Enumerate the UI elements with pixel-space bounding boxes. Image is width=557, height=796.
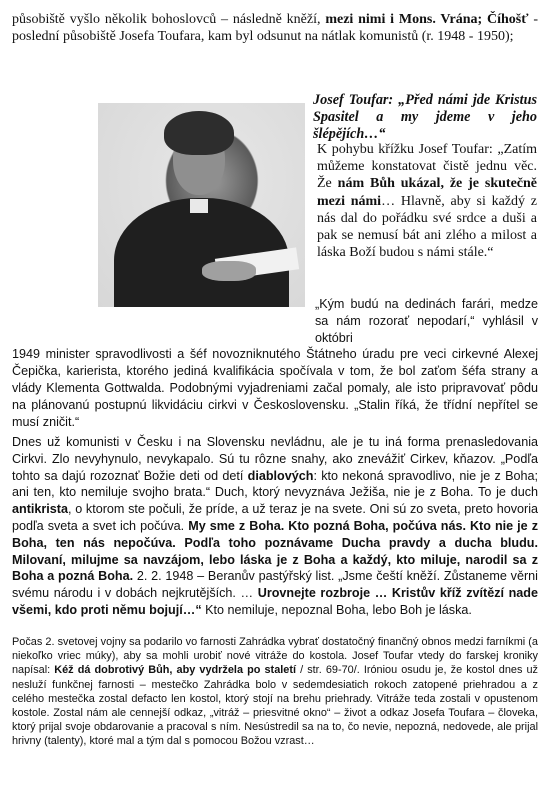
intro-bold-2: Číhošť: [486, 12, 529, 27]
footnote-text-1: Počas 2. svetovej vojny sa podarilo vo farnosti Zahrádka vybrať dostatočný finančný obnos medzi farníkmi (a niekoľko vriec múky), aby sa mohli urobiť nové vitráže do kostola. Josef Toufar vtedy do farskej kroniky napísal:: [12, 636, 538, 677]
sec2-text-4: 2. 2. 1948 – Beranův pastýřský list. „Jsme čeští kněží. Zůstaneme věrni svému národu i v dobách nejkrutějších. …: [12, 569, 538, 601]
sec2-bold-1: diablových: [247, 468, 314, 483]
quote-title: Josef Toufar: „Před námi jde Kristus Spasitel a my jdeme v jeho šlépějích…“: [313, 92, 537, 142]
section-cepicka: [12, 296, 538, 430]
intro-bold-1: mezi nimi i Mons. Vrána;: [325, 12, 483, 27]
footnote-bold-1: Kéž dá dobrotivý Bůh, aby vydržela po staletí: [54, 664, 296, 677]
sec2-text-1: Dnes už komunisti v Česku i na Slovensku nevládnu, ale je tu iná forma prenasledovania Cirkvi. Zlo nevyhynulo, nevykapalo. Sú tu rôzne snahy, ako znevážiť Cirkev, kňazov. „Podľa tohto sa dajú rozoznať Božie deti od detí: [12, 435, 538, 483]
quote-text-1: K pohybu křížku Josef Toufar: „Zatím můžeme konstatovat čistě jednu věc. Že: [317, 142, 537, 192]
sec2-text-2: : kto nekoná spravodlivo, nie je z Boha; ani ten, kto nemiluje svojho brata.“ Duch, ktorý nevyznáva Ježiša, nie je z Boha. To je duch: [12, 468, 538, 500]
intro-paragraph: [12, 11, 538, 45]
sec2-text-3: , o ktorom ste počuli, že príde, a už teraz je na svete. Oni sú zo sveta, preto hovoria podľa sveta a svet ich počúva.: [12, 502, 538, 533]
intro-text-1: působiště vyšlo několik bohoslovců – následně kněží,: [12, 12, 326, 27]
section-cepicka-first: „Kým budú na dedinách farári, medze sa nám rozorať nepodarí,“ vyhlásil v októbri: [315, 297, 538, 345]
quote-body: [313, 141, 537, 261]
sec2-bold-4: Urovnejte rozbroje … Kristův kříž zvítězí nade všemi, kdo proti němu bojují…“: [12, 586, 538, 617]
sec2-text-5: Kto nemiluje, nepoznal Boha, lebo Boh je láska.: [201, 602, 472, 617]
quote-text-2: … Hlavně, aby si každý z nás dal do pořádku své srdce a duši a pak se nemusí bát ani zlého a milost a láska Boží budou s námi stále.“: [317, 193, 537, 261]
section-persecution: [12, 434, 538, 619]
footnote-paragraph: [12, 635, 538, 749]
photo-hair: [164, 111, 234, 155]
quote-bold-1: nám Bůh ukázal, že je skutečně mezi námi: [317, 176, 538, 209]
section-cepicka-rest: 1949 minister spravodlivosti a šéf novozniknutého Štátneho úradu pre veci cirkevné Alexej Čepička, karierista, ktorého jediná kvalifikácia spočívala v tom, že bol zaťom šéfa strany a vlády Klementa Gottwalda. Podobnými vyjadreniami začal pomaly, ale isto pripravovať pôdu na plánovanú postupnú likvidáciu cirkvi v Československu. „Stalin říká, že třídní nepřítel se musí zničit.“: [12, 347, 538, 429]
intro-text-2: - poslední působiště Josefa Toufara, kam byl odsunut na nátlak komunistů (r. 1948 - 1950);: [12, 12, 538, 45]
sec2-bold-2: antikrista: [12, 502, 68, 517]
sec2-bold-3: My sme z Boha. Kto pozná Boha, počúva nás. Kto nie je z Boha, ten nás nepočúva. Podľa toho poznávame Ducha pravdy a ducha bludu. Milovaní, milujme sa navzájom, lebo láska je z Boha a každý, kto miluje, narodil sa z Boha a pozná Boha.: [12, 518, 538, 584]
portrait-photo: [98, 103, 305, 307]
photo-collar: [190, 199, 208, 213]
footnote-text-2: / str. 69-70/. Iróniou osudu je, že kostol dnes už nesluží funkčnej farnosti – mestečko Zahrádka bolo v sedemdesiatich rokoch zatopené priehradou a z celého mestečka zostal defacto len kostol, ktorý stojí na brehu priehrady. Vitráže teda zostali v opustenom kostole. Zostal nám ale cennejší odkaz, „vitráž – priesvitné okno“ – život a odkaz Josefa Toufara – človeka, ktorý prijal svoje obdarovanie a pracoval s ním. Nesústredil sa na to, čo nevie, nepozná, nedovede, ale prijal hrivny (talenty), ktoré mal a tým dal s pomocou Božou vzrast…: [12, 664, 538, 748]
photo-hands: [202, 261, 256, 281]
